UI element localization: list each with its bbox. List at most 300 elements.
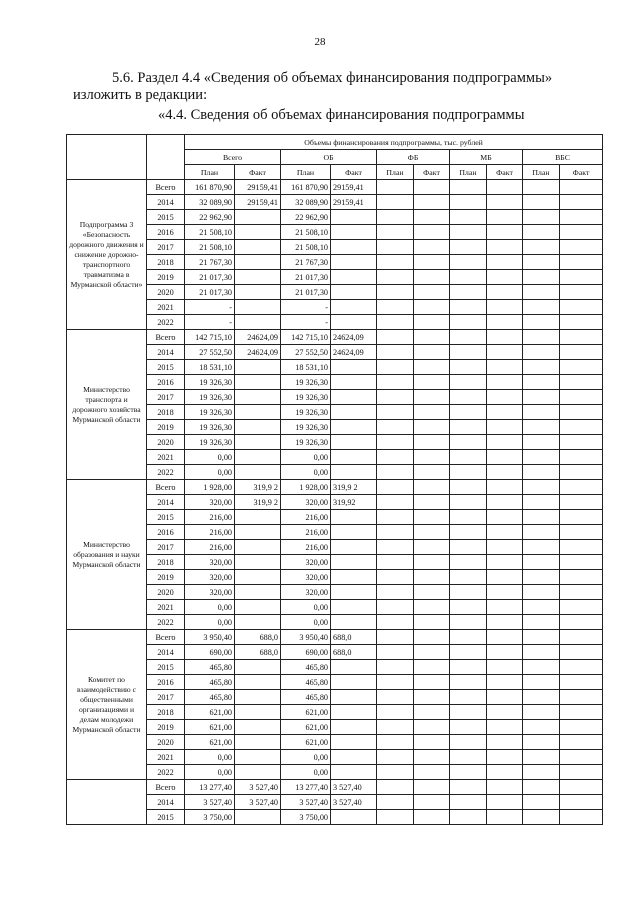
empty-cell (487, 765, 523, 780)
header-fact: Факт (560, 165, 603, 180)
year-cell: 2016 (147, 225, 185, 240)
empty-cell (450, 465, 487, 480)
empty-cell (414, 780, 450, 795)
year-cell: 2017 (147, 390, 185, 405)
empty-cell (560, 795, 603, 810)
empty-cell (523, 600, 560, 615)
empty-cell (560, 375, 603, 390)
empty-cell (487, 795, 523, 810)
total-plan-cell: 3 950,40 (185, 630, 235, 645)
total-fact-cell (235, 675, 281, 690)
ob-plan-cell: 690,00 (281, 645, 331, 660)
empty-cell (377, 195, 414, 210)
empty-cell (523, 720, 560, 735)
empty-cell (450, 330, 487, 345)
table-row (67, 495, 603, 510)
table-row (67, 570, 603, 585)
ob-fact-cell (331, 570, 377, 585)
empty-cell (414, 585, 450, 600)
ob-plan-cell: 21 508,10 (281, 225, 331, 240)
empty-cell (377, 360, 414, 375)
intro-line-2: изложить в редакции: (73, 87, 208, 103)
total-plan-cell: 621,00 (185, 735, 235, 750)
total-fact-cell (235, 420, 281, 435)
empty-cell (487, 210, 523, 225)
empty-cell (560, 210, 603, 225)
empty-cell (377, 750, 414, 765)
empty-cell (450, 510, 487, 525)
empty-cell (450, 810, 487, 825)
program-label: Министерство образования и науки Мурманской области (67, 480, 147, 630)
header-financing-title: Объемы финансирования подпрограммы, тыс. рублей (185, 135, 603, 150)
empty-cell (414, 540, 450, 555)
total-fact-cell (235, 765, 281, 780)
empty-cell (414, 480, 450, 495)
empty-cell (523, 615, 560, 630)
empty-cell (560, 420, 603, 435)
table-row (67, 600, 603, 615)
ob-plan-cell: 216,00 (281, 510, 331, 525)
table-row (67, 705, 603, 720)
empty-cell (450, 210, 487, 225)
empty-cell (450, 255, 487, 270)
empty-cell (414, 210, 450, 225)
ob-plan-cell: 320,00 (281, 585, 331, 600)
empty-cell (560, 495, 603, 510)
ob-plan-cell: 320,00 (281, 495, 331, 510)
ob-plan-cell: 19 326,30 (281, 375, 331, 390)
total-plan-cell: 216,00 (185, 510, 235, 525)
table-row (67, 465, 603, 480)
empty-cell (523, 420, 560, 435)
total-fact-cell (235, 435, 281, 450)
ob-fact-cell (331, 300, 377, 315)
empty-cell (450, 705, 487, 720)
ob-fact-cell (331, 540, 377, 555)
ob-plan-cell: 18 531,10 (281, 360, 331, 375)
empty-cell (414, 765, 450, 780)
total-fact-cell: 29159,41 (235, 195, 281, 210)
year-cell: 2020 (147, 585, 185, 600)
table-row (67, 555, 603, 570)
ob-plan-cell: 0,00 (281, 750, 331, 765)
empty-cell (377, 315, 414, 330)
empty-cell (450, 600, 487, 615)
empty-cell (487, 255, 523, 270)
table-row (67, 765, 603, 780)
empty-cell (560, 270, 603, 285)
total-plan-cell: 0,00 (185, 765, 235, 780)
empty-cell (560, 690, 603, 705)
empty-cell (414, 225, 450, 240)
ob-plan-cell: 3 750,00 (281, 810, 331, 825)
empty-cell (487, 195, 523, 210)
table-row (67, 750, 603, 765)
empty-cell (560, 345, 603, 360)
table-row (67, 540, 603, 555)
total-fact-cell (235, 810, 281, 825)
empty-cell (450, 555, 487, 570)
total-fact-cell (235, 315, 281, 330)
empty-cell (560, 615, 603, 630)
empty-cell (377, 570, 414, 585)
empty-cell (487, 555, 523, 570)
empty-cell (450, 630, 487, 645)
empty-cell (377, 540, 414, 555)
empty-cell (450, 405, 487, 420)
ob-plan-cell: - (281, 300, 331, 315)
ob-plan-cell: 32 089,90 (281, 195, 331, 210)
year-cell: 2014 (147, 195, 185, 210)
empty-cell (487, 810, 523, 825)
empty-cell (450, 480, 487, 495)
empty-cell (560, 240, 603, 255)
empty-cell (487, 180, 523, 195)
year-cell: 2019 (147, 570, 185, 585)
empty-cell (560, 750, 603, 765)
total-plan-cell: 21 767,30 (185, 255, 235, 270)
ob-plan-cell: 621,00 (281, 720, 331, 735)
year-cell: Всего (147, 330, 185, 345)
year-cell: 2014 (147, 795, 185, 810)
header-plan: План (377, 165, 414, 180)
empty-cell (414, 390, 450, 405)
table-row (67, 510, 603, 525)
ob-fact-cell (331, 675, 377, 690)
empty-cell (377, 375, 414, 390)
header-plan: План (185, 165, 235, 180)
empty-cell (487, 450, 523, 465)
total-plan-cell: 320,00 (185, 495, 235, 510)
empty-cell (560, 780, 603, 795)
empty-cell (523, 480, 560, 495)
empty-cell (560, 450, 603, 465)
empty-cell (523, 585, 560, 600)
year-cell: 2018 (147, 255, 185, 270)
empty-cell (487, 570, 523, 585)
empty-cell (523, 795, 560, 810)
ob-plan-cell: 621,00 (281, 735, 331, 750)
table-row (67, 360, 603, 375)
ob-plan-cell: - (281, 315, 331, 330)
empty-cell (450, 420, 487, 435)
ob-fact-cell (331, 615, 377, 630)
year-cell: 2019 (147, 270, 185, 285)
total-plan-cell: 18 531,10 (185, 360, 235, 375)
empty-cell (487, 735, 523, 750)
ob-plan-cell: 216,00 (281, 540, 331, 555)
ob-fact-cell (331, 720, 377, 735)
empty-cell (487, 345, 523, 360)
empty-cell (487, 285, 523, 300)
year-cell: 2022 (147, 765, 185, 780)
empty-cell (414, 315, 450, 330)
empty-cell (560, 765, 603, 780)
empty-cell (523, 510, 560, 525)
ob-fact-cell: 3 527,40 (331, 795, 377, 810)
ob-plan-cell: 465,80 (281, 690, 331, 705)
empty-cell (414, 195, 450, 210)
section-heading: «4.4. Сведения об объемах финансирования подпрограммы (158, 107, 525, 123)
ob-plan-cell: 216,00 (281, 525, 331, 540)
empty-cell (414, 660, 450, 675)
empty-cell (560, 720, 603, 735)
empty-cell (560, 600, 603, 615)
total-fact-cell: 688,0 (235, 645, 281, 660)
program-label: Комитет по взаимодействию с общественными организациями и делам молодежи Мурманской области (67, 630, 147, 780)
empty-cell (523, 240, 560, 255)
ob-plan-cell: 0,00 (281, 615, 331, 630)
empty-cell (450, 270, 487, 285)
empty-cell (450, 195, 487, 210)
empty-cell (377, 225, 414, 240)
empty-cell (487, 360, 523, 375)
total-fact-cell (235, 465, 281, 480)
ob-fact-cell (331, 255, 377, 270)
total-plan-cell: 21 017,30 (185, 285, 235, 300)
total-fact-cell (235, 375, 281, 390)
empty-cell (377, 795, 414, 810)
empty-cell (377, 675, 414, 690)
empty-cell (450, 660, 487, 675)
ob-plan-cell: 19 326,30 (281, 405, 331, 420)
empty-cell (377, 555, 414, 570)
empty-cell (450, 315, 487, 330)
empty-cell (377, 330, 414, 345)
empty-cell (450, 360, 487, 375)
ob-plan-cell: 27 552,50 (281, 345, 331, 360)
empty-cell (560, 360, 603, 375)
total-plan-cell: 0,00 (185, 750, 235, 765)
empty-cell (414, 630, 450, 645)
total-fact-cell (235, 750, 281, 765)
total-fact-cell (235, 240, 281, 255)
header-fact: Факт (331, 165, 377, 180)
empty-cell (487, 645, 523, 660)
empty-cell (450, 345, 487, 360)
ob-fact-cell: 3 527,40 (331, 780, 377, 795)
ob-fact-cell (331, 690, 377, 705)
ob-fact-cell (331, 225, 377, 240)
empty-cell (487, 420, 523, 435)
empty-cell (523, 555, 560, 570)
total-plan-cell: 161 870,90 (185, 180, 235, 195)
empty-cell (560, 465, 603, 480)
empty-cell (560, 675, 603, 690)
empty-cell (487, 660, 523, 675)
empty-cell (523, 255, 560, 270)
empty-cell (560, 225, 603, 240)
empty-cell (560, 285, 603, 300)
empty-cell (450, 525, 487, 540)
empty-cell (450, 735, 487, 750)
ob-plan-cell: 320,00 (281, 570, 331, 585)
empty-cell (523, 780, 560, 795)
empty-cell (560, 735, 603, 750)
total-plan-cell: 0,00 (185, 600, 235, 615)
empty-cell (450, 495, 487, 510)
total-plan-cell: 0,00 (185, 465, 235, 480)
table-row (67, 195, 603, 210)
empty-cell (414, 420, 450, 435)
year-cell: 2018 (147, 555, 185, 570)
empty-cell (487, 720, 523, 735)
ob-fact-cell (331, 240, 377, 255)
table-row (67, 435, 603, 450)
empty-cell (487, 330, 523, 345)
ob-fact-cell (331, 420, 377, 435)
ob-plan-cell: 21 017,30 (281, 285, 331, 300)
year-cell: 2020 (147, 285, 185, 300)
ob-fact-cell (331, 810, 377, 825)
empty-cell (523, 750, 560, 765)
total-plan-cell: 0,00 (185, 615, 235, 630)
ob-fact-cell (331, 285, 377, 300)
ob-fact-cell (331, 375, 377, 390)
empty-cell (450, 720, 487, 735)
year-cell: 2019 (147, 720, 185, 735)
empty-cell (450, 240, 487, 255)
empty-cell (377, 285, 414, 300)
total-fact-cell (235, 555, 281, 570)
empty-cell (450, 450, 487, 465)
total-fact-cell: 319,9 2 (235, 495, 281, 510)
empty-cell (414, 405, 450, 420)
empty-cell (377, 270, 414, 285)
page-number: 28 (314, 36, 326, 48)
empty-cell (450, 615, 487, 630)
empty-cell (450, 180, 487, 195)
empty-cell (523, 540, 560, 555)
program-label: Министерство транспорта и дорожного хозяйства Мурманской области (67, 330, 147, 480)
empty-cell (523, 570, 560, 585)
empty-cell (487, 540, 523, 555)
table-row (67, 615, 603, 630)
total-plan-cell: 465,80 (185, 690, 235, 705)
empty-cell (414, 750, 450, 765)
table-row (67, 660, 603, 675)
total-fact-cell (235, 210, 281, 225)
header-year-corner (147, 135, 185, 180)
empty-cell (450, 285, 487, 300)
year-cell: 2017 (147, 690, 185, 705)
table-row (67, 690, 603, 705)
year-cell: 2022 (147, 615, 185, 630)
table-row (67, 330, 603, 345)
total-plan-cell: 320,00 (185, 585, 235, 600)
total-fact-cell: 3 527,40 (235, 780, 281, 795)
ob-fact-cell: 29159,41 (331, 180, 377, 195)
total-fact-cell (235, 570, 281, 585)
empty-cell (377, 525, 414, 540)
empty-cell (450, 300, 487, 315)
empty-cell (523, 810, 560, 825)
total-fact-cell (235, 270, 281, 285)
program-label (67, 780, 147, 825)
empty-cell (487, 585, 523, 600)
empty-cell (377, 735, 414, 750)
empty-cell (487, 750, 523, 765)
year-cell: Всего (147, 480, 185, 495)
header-group-mb: МБ (450, 150, 523, 165)
empty-cell (414, 255, 450, 270)
empty-cell (377, 765, 414, 780)
ob-plan-cell: 0,00 (281, 600, 331, 615)
table-row (67, 255, 603, 270)
ob-fact-cell (331, 750, 377, 765)
empty-cell (414, 285, 450, 300)
empty-cell (523, 525, 560, 540)
empty-cell (377, 690, 414, 705)
empty-cell (414, 375, 450, 390)
total-plan-cell: 22 962,90 (185, 210, 235, 225)
ob-fact-cell (331, 270, 377, 285)
total-plan-cell: 216,00 (185, 540, 235, 555)
empty-cell (487, 675, 523, 690)
year-cell: 2015 (147, 810, 185, 825)
year-cell: 2014 (147, 645, 185, 660)
table-row (67, 270, 603, 285)
ob-plan-cell: 22 962,90 (281, 210, 331, 225)
ob-fact-cell: 24624,09 (331, 345, 377, 360)
empty-cell (414, 270, 450, 285)
total-plan-cell: 465,80 (185, 675, 235, 690)
empty-cell (450, 225, 487, 240)
table-row (67, 480, 603, 495)
empty-cell (523, 450, 560, 465)
empty-cell (414, 645, 450, 660)
header-group-total: Всего (185, 150, 281, 165)
empty-cell (523, 345, 560, 360)
total-plan-cell: - (185, 315, 235, 330)
empty-cell (487, 270, 523, 285)
total-fact-cell (235, 510, 281, 525)
ob-plan-cell: 142 715,10 (281, 330, 331, 345)
ob-fact-cell (331, 450, 377, 465)
total-plan-cell: 3 527,40 (185, 795, 235, 810)
empty-cell (450, 540, 487, 555)
empty-cell (560, 705, 603, 720)
ob-fact-cell (331, 465, 377, 480)
total-fact-cell: 24624,09 (235, 345, 281, 360)
ob-fact-cell (331, 660, 377, 675)
total-fact-cell (235, 450, 281, 465)
table-row (67, 315, 603, 330)
empty-cell (560, 300, 603, 315)
year-cell: 2015 (147, 210, 185, 225)
empty-cell (560, 180, 603, 195)
empty-cell (450, 780, 487, 795)
table-row (67, 795, 603, 810)
empty-cell (487, 465, 523, 480)
table-row (67, 210, 603, 225)
total-plan-cell: - (185, 300, 235, 315)
total-fact-cell: 24624,09 (235, 330, 281, 345)
total-fact-cell (235, 300, 281, 315)
total-plan-cell: 21 017,30 (185, 270, 235, 285)
empty-cell (377, 495, 414, 510)
total-plan-cell: 621,00 (185, 720, 235, 735)
header-group-fb: ФБ (377, 150, 450, 165)
empty-cell (377, 780, 414, 795)
empty-cell (414, 720, 450, 735)
table-row (67, 405, 603, 420)
empty-cell (414, 345, 450, 360)
empty-cell (414, 510, 450, 525)
total-fact-cell: 29159,41 (235, 180, 281, 195)
year-cell: 2021 (147, 450, 185, 465)
empty-cell (487, 510, 523, 525)
